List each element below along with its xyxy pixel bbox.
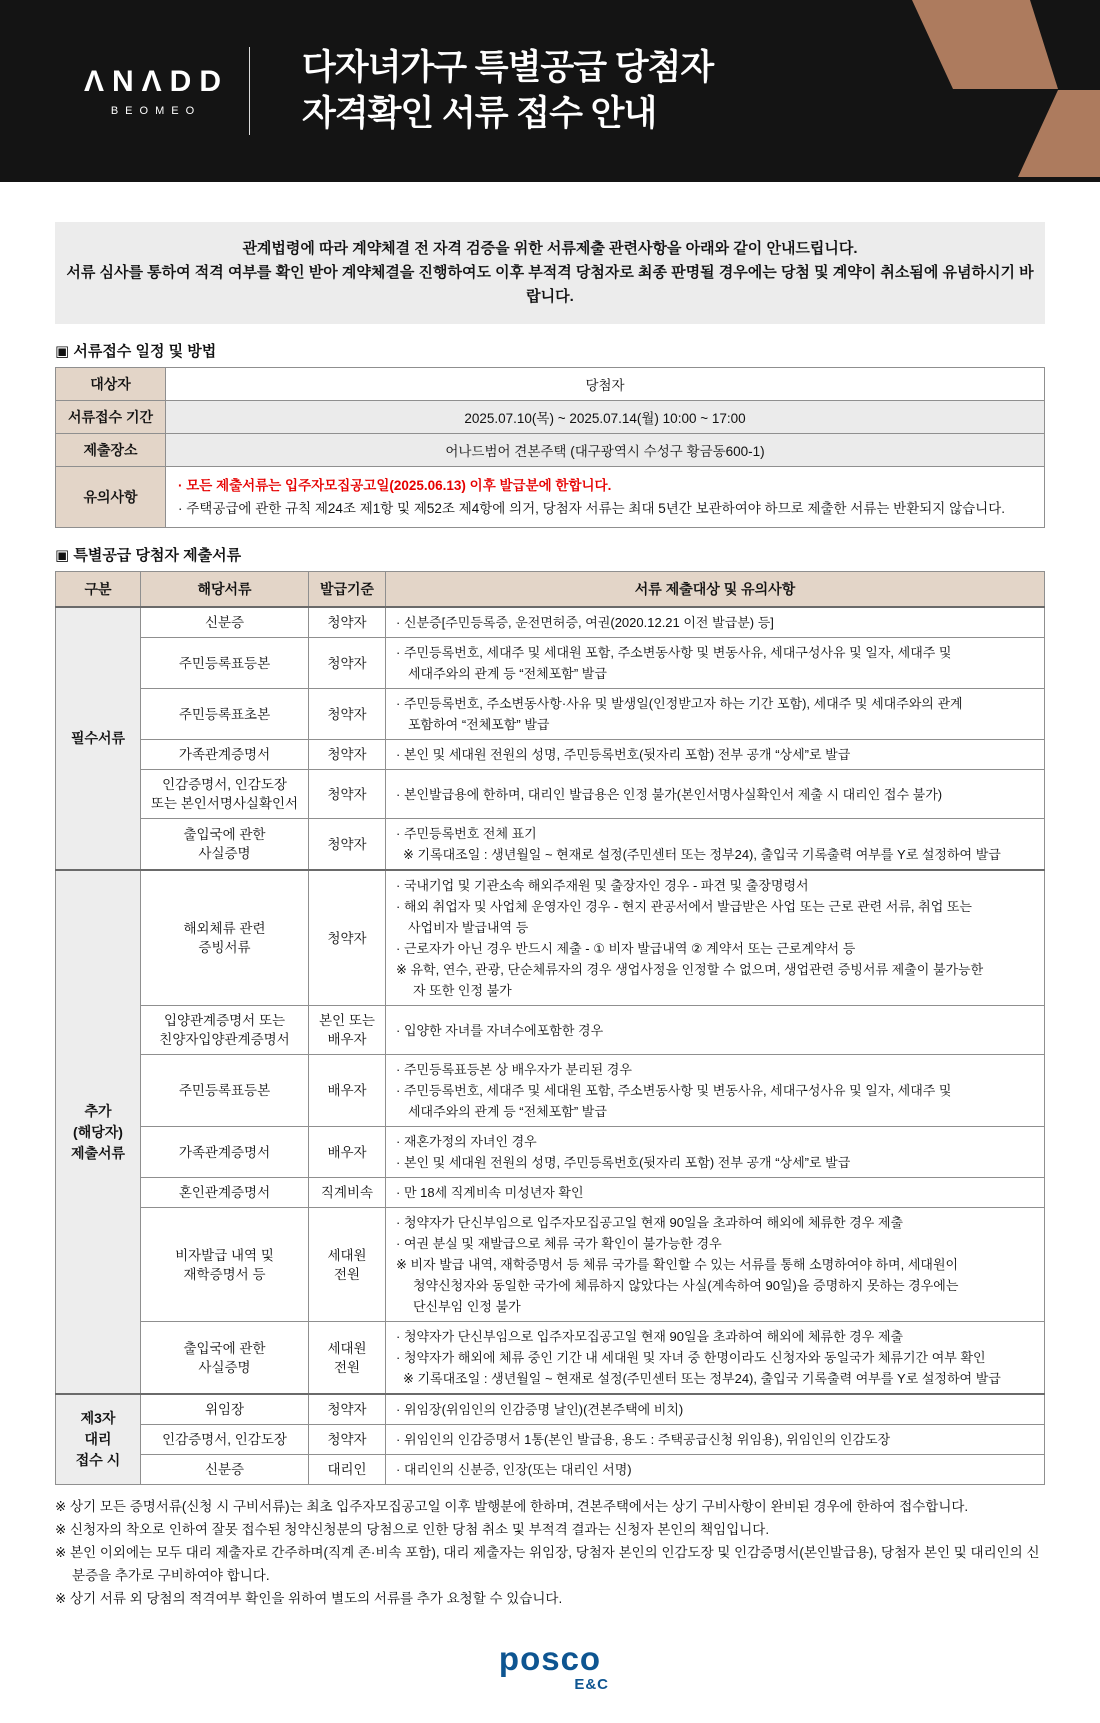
doc-name: 출입국에 관한 사실증명 [141,819,309,871]
doc-name: 입양관계증명서 또는 친양자입양관계증명서 [141,1006,309,1055]
document-row [56,870,1045,1006]
doc-detail [386,607,1045,638]
document-row [56,607,1045,638]
doc-detail [386,638,1045,689]
doc-detail-line: · 해외 취업자 및 사업체 운영자인 경우 - 현지 관공서에서 발급받은 사업 또는 근로 관련 서류, 취업 또는 [396,899,972,914]
doc-detail-line: 세대주와의 관계 등 “전체포함” 발급 [408,1104,607,1119]
footnote-item: ※ 신청자의 착오로 인하여 잘못 접수된 청약신청분의 당첨으로 인한 당첨 취소 및 부적격 결과는 신청자 본인의 책임입니다. [55,1522,770,1537]
doc-detail [386,1394,1045,1425]
doc-name: 신분증 [141,1455,309,1485]
document-row [56,1178,1045,1208]
doc-detail-line: · 근로자가 아닌 경우 반드시 제출 - ① 비자 발급내역 ② 계약서 또는 근로계약서 등 [396,941,856,956]
doc-detail [386,1208,1045,1322]
doc-detail-line: · 주민등록표등본 상 배우자가 분리된 경우 [396,1062,632,1077]
doc-group-label: 필수서류 [56,607,141,870]
schedule-row-label: 대상자 [56,368,166,401]
schedule-row-notes [166,467,1045,528]
doc-criteria: 청약자 [309,689,386,740]
doc-detail-line: · 청약자가 단신부임으로 입주자모집공고일 현재 90일을 초과하여 해외에 체류한 경우 제출 [396,1329,903,1344]
doc-group-label: 추가 (해당자) 제출서류 [56,870,141,1394]
doc-name: 가족관계증명서 [141,1127,309,1178]
doc-detail-line: · 본인 및 세대원 전원의 성명, 주민등록번호(뒷자리 포함) 전부 공개 “상세”로 발급 [396,1155,851,1170]
doc-criteria: 청약자 [309,740,386,770]
doc-criteria: 청약자 [309,638,386,689]
footnote-item: ※ 본인 이외에는 모두 대리 제출자로 간주하며(직계 존·비속 포함), 대리 제출자는 위임장, 당첨자 본인의 인감도장 및 인감증명서(본인발급용), 당첨자 본인 및 대리인의 신분증을 추가로 구비하여야 합니다. [55,1545,1040,1583]
doc-detail [386,1055,1045,1127]
doc-detail-line: · 청약자가 단신부임으로 입주자모집공고일 현재 90일을 초과하여 해외에 체류한 경우 제출 [396,1215,903,1230]
doc-detail-line: · 위임인의 인감증명서 1통(본인 발급용, 용도 : 주택공급신청 위임용), 위임인의 인감도장 [396,1432,891,1447]
schedule-row [56,434,1045,467]
doc-detail-line: 세대주와의 관계 등 “전체포함” 발급 [408,666,607,681]
doc-detail-line: 단신부임 인정 불가 [413,1299,521,1314]
schedule-table [55,367,1045,528]
document-row [56,1322,1045,1395]
doc-detail [386,819,1045,871]
brand-logo [60,65,245,117]
doc-criteria: 대리인 [309,1455,386,1485]
doc-detail-line: · 위임장(위임인의 인감증명 날인)(견본주택에 비치) [396,1402,684,1417]
notice-line: · 주택공급에 관한 규칙 제24조 제1항 및 제52조 제4항에 의거, 당첨자 서류는 최대 5년간 보관하여야 하므로 제출한 서류는 반환되지 않습니다. [178,501,1005,516]
doc-detail-line: · 주민등록번호, 주소변동사항·사유 및 발생일(인정받고자 하는 기간 포함), 세대주 및 세대주와의 관계 [396,696,963,711]
page-title-line2: 자격확인 서류 접수 안내 [302,94,657,133]
doc-detail-line: · 본인 및 세대원 전원의 성명, 주민등록번호(뒷자리 포함) 전부 공개 “상세”로 발급 [396,747,851,762]
document-row [56,1425,1045,1455]
document-row [56,770,1045,819]
doc-detail-line: · 본인발급용에 한하며, 대리인 발급용은 인정 불가(본인서명사실확인서 제출 시 대리인 접수 불가) [396,786,943,802]
doc-criteria: 청약자 [309,607,386,638]
brand-name: ΛNΛDD [83,65,229,98]
document-row [56,1055,1045,1127]
documents-table [55,571,1045,1485]
footnotes [55,1495,1045,1610]
doc-criteria: 청약자 [309,870,386,1006]
doc-detail [386,1006,1045,1055]
doc-detail [386,740,1045,770]
doc-criteria: 청약자 [309,1425,386,1455]
doc-name: 신분증 [141,607,309,638]
doc-detail-line: · 국내기업 및 기관소속 해외주재원 및 출장자인 경우 - 파견 및 출장명령서 [396,878,809,893]
page-title [302,45,713,137]
doc-detail-line: · 입양한 자녀를 자녀수에포함한 경우 [396,1022,604,1038]
page-title-line1: 다자녀가구 특별공급 당첨자 [302,48,714,87]
schedule-row-label: 서류접수 기간 [56,401,166,434]
posco-logo-sub: E&C [574,1676,609,1693]
col-header-criteria: 발급기준 [309,572,386,608]
doc-detail [386,1455,1045,1485]
documents-header-row [56,572,1045,608]
doc-name: 주민등록표등본 [141,638,309,689]
schedule-row [56,368,1045,401]
doc-criteria: 청약자 [309,770,386,819]
document-row [56,819,1045,871]
col-header-document: 해당서류 [141,572,309,608]
footnote-item: ※ 상기 모든 증명서류(신청 시 구비서류)는 최초 입주자모집공고일 이후 발행분에 한하며, 견본주택에서는 상기 구비사항이 완비된 경우에 한하여 접수합니다. [55,1499,969,1514]
doc-name: 위임장 [141,1394,309,1425]
doc-detail-line: 자 또한 인정 불가 [413,983,512,998]
document-row [56,740,1045,770]
doc-name: 주민등록표등본 [141,1055,309,1127]
document-content [0,222,1100,1610]
schedule-row-value: 2025.07.10(목) ~ 2025.07.14(월) 10:00 ~ 17:00 [166,401,1045,434]
document-row [56,689,1045,740]
doc-name: 가족관계증명서 [141,740,309,770]
doc-detail [386,1127,1045,1178]
section-title-schedule: ▣ 서류접수 일정 및 방법 [55,343,217,360]
doc-detail-line: · 청약자가 해외에 체류 중인 기간 내 세대원 및 자녀 중 한명이라도 신청자와 동일국가 체류기간 여부 확인 [396,1350,986,1365]
document-row [56,1127,1045,1178]
doc-criteria: 배우자 [309,1127,386,1178]
posco-logo [485,1640,615,1693]
doc-detail [386,770,1045,819]
page-header [0,0,1100,182]
doc-criteria: 세대원 전원 [309,1208,386,1322]
doc-name: 인감증명서, 인감도장 또는 본인서명사실확인서 [141,770,309,819]
doc-detail-line: 사업비자 발급내역 등 [408,920,529,935]
col-header-detail: 서류 제출대상 및 유의사항 [386,572,1045,608]
schedule-row-value: 어나드범어 견본주택 (대구광역시 수성구 황금동600-1) [166,434,1045,467]
doc-criteria: 청약자 [309,1394,386,1425]
schedule-row-label: 유의사항 [56,467,166,528]
doc-criteria: 본인 또는 배우자 [309,1006,386,1055]
doc-criteria: 직계비속 [309,1178,386,1208]
doc-group-label: 제3자 대리 접수 시 [56,1394,141,1485]
doc-detail-line: · 만 18세 직계비속 미성년자 확인 [396,1185,584,1200]
section-title-documents: ▣ 특별공급 당첨자 제출서류 [55,547,242,564]
doc-detail-line: · 주민등록번호, 세대주 및 세대원 포함, 주소변동사항 및 변동사유, 세대구성사유 및 일자, 세대주 및 [396,645,952,660]
posco-logo-main: posco [498,1640,602,1677]
schedule-row-label: 제출장소 [56,434,166,467]
schedule-row [56,401,1045,434]
intro-line1: 관계법령에 따라 계약체결 전 자격 검증을 위한 서류제출 관련사항을 아래와 같이 안내드립니다. [242,240,858,257]
doc-detail-line: ※ 기록대조일 : 생년월일 ~ 현재로 설정(주민센터 또는 정부24), 출입국 기록출력 여부를 Y로 설정하여 발급 [403,1371,1001,1386]
header-divider [249,47,250,135]
doc-detail-line: ※ 유학, 연수, 관광, 단순체류자의 경우 생업사정을 인정할 수 없으며, 생업관련 증빙서류 제출이 불가능한 [396,962,984,977]
doc-detail [386,1178,1045,1208]
doc-name: 출입국에 관한 사실증명 [141,1322,309,1395]
doc-name: 해외체류 관련 증빙서류 [141,870,309,1006]
intro-notice [55,222,1045,324]
doc-detail [386,1425,1045,1455]
doc-name: 인감증명서, 인감도장 [141,1425,309,1455]
doc-detail-line: 포함하여 “전체포함” 발급 [408,717,550,732]
doc-name: 비자발급 내역 및 재학증명서 등 [141,1208,309,1322]
document-row [56,1455,1045,1485]
notice-red-line: · 모든 제출서류는 입주자모집공고일(2025.06.13) 이후 발급분에 한합니다. [178,478,612,493]
doc-detail-line: · 여권 분실 및 재발급으로 체류 국가 확인이 불가능한 경우 [396,1236,722,1251]
document-row [56,1006,1045,1055]
doc-detail [386,689,1045,740]
doc-detail-line: · 주민등록번호, 세대주 및 세대원 포함, 주소변동사항 및 변동사유, 세대구성사유 및 일자, 세대주 및 [396,1083,952,1098]
doc-detail-line: · 신분증[주민등록증, 운전면허증, 여권(2020.12.21 이전 발급분) 등] [396,615,774,630]
document-row [56,1394,1045,1425]
document-row [56,1208,1045,1322]
schedule-row [56,467,1045,528]
doc-detail-line: ※ 기록대조일 : 생년월일 ~ 현재로 설정(주민센터 또는 정부24), 출입국 기록출력 여부를 Y로 설정하여 발급 [403,847,1001,862]
doc-detail [386,870,1045,1006]
doc-detail [386,1322,1045,1395]
doc-detail-line: 청약신청자와 동일한 국가에 체류하지 않았다는 사실(계속하여 90일)을 증명하지 못하는 경우에는 [413,1278,959,1293]
doc-detail-line: ※ 비자 발급 내역, 재학증명서 등 체류 국가를 확인할 수 있는 서류를 통해 소명하여야 하며, 세대원이 [396,1257,959,1272]
doc-criteria: 세대원 전원 [309,1322,386,1395]
doc-name: 주민등록표초본 [141,689,309,740]
doc-detail-line: · 재혼가정의 자녀인 경우 [396,1134,537,1149]
brand-subname: BEOMEO [110,105,202,117]
footnote-item: ※ 상기 서류 외 당첨의 적격여부 확인을 위하여 별도의 서류를 추가 요청할 수 있습니다. [55,1591,563,1606]
col-header-group: 구분 [56,572,141,608]
document-row [56,638,1045,689]
doc-criteria: 청약자 [309,819,386,871]
intro-line2: 서류 심사를 통하여 적격 여부를 확인 받아 계약체결을 진행하여도 이후 부적격 당첨자로 최종 판명될 경우에는 당첨 및 계약이 취소됨에 유념하시기 바랍니다. [66,264,1034,305]
header-accent-shapes [900,0,1100,182]
doc-detail-line: · 대리인의 신분증, 인장(또는 대리인 서명) [396,1462,632,1477]
doc-criteria: 배우자 [309,1055,386,1127]
doc-name: 혼인관계증명서 [141,1178,309,1208]
schedule-row-value: 당첨자 [166,368,1045,401]
doc-detail-line: · 주민등록번호 전체 표기 [396,826,537,841]
